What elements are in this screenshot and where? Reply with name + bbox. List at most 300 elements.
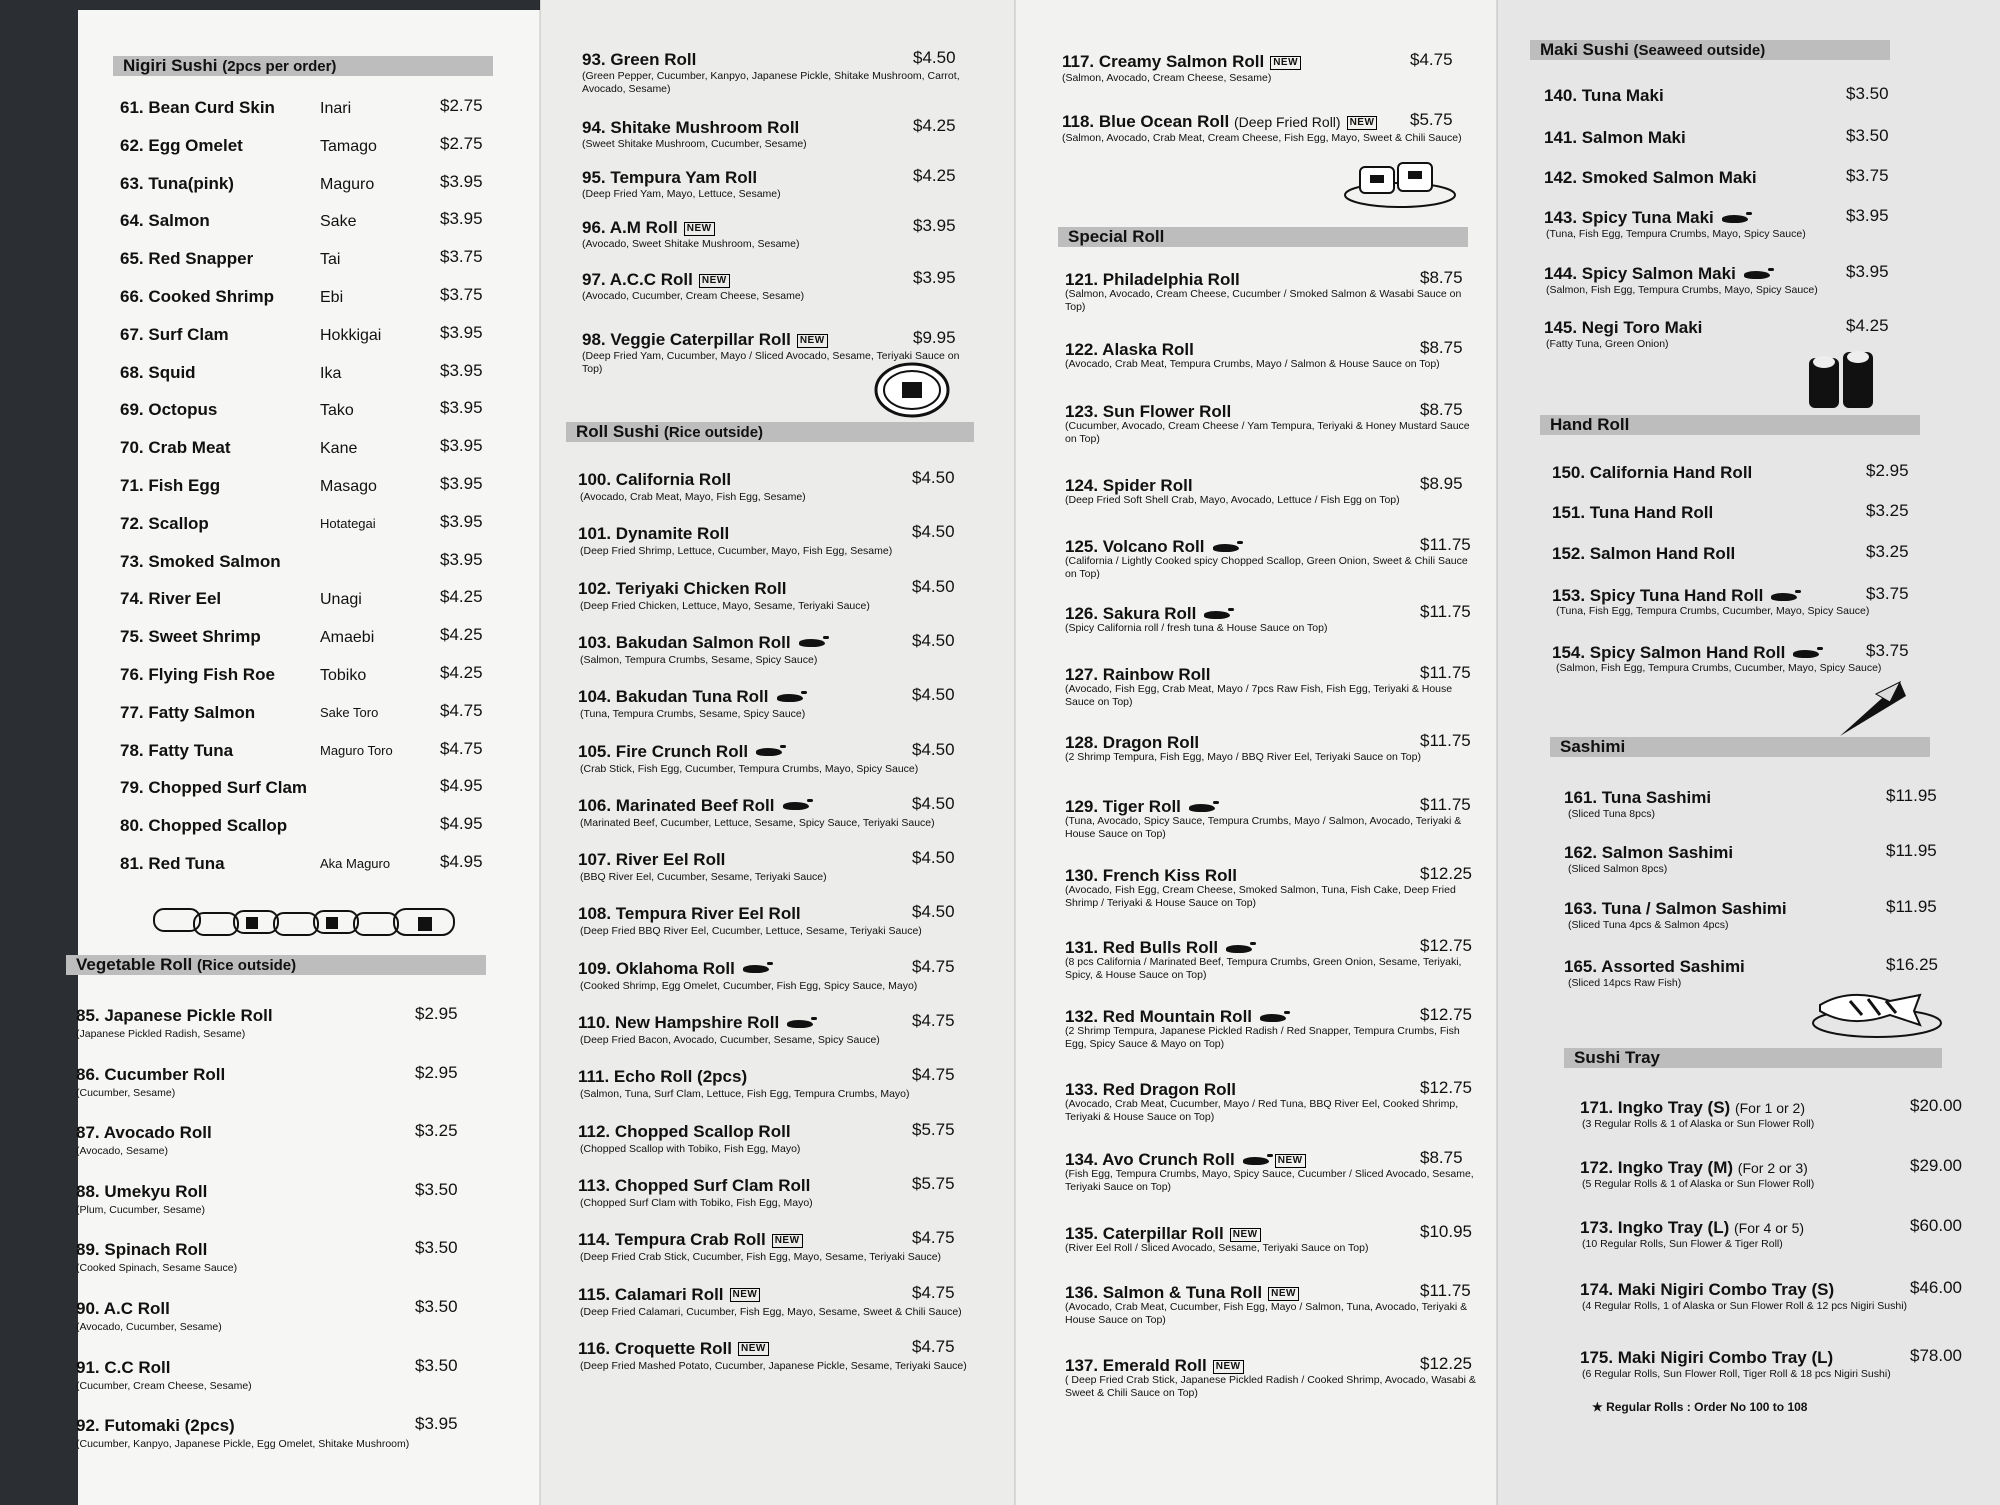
menu-item-name xyxy=(1065,537,1239,557)
item-price: $4.50 xyxy=(912,793,955,813)
item-description: (4 Regular Rolls, 1 of Alaska or Sun Flower Roll & 12 pcs Nigiri Sushi) xyxy=(1582,1300,1908,1312)
item-price: $3.95 xyxy=(440,436,483,456)
item-name-text: 79. Chopped Surf Clam xyxy=(120,778,308,798)
menu-item-name xyxy=(582,168,757,188)
item-price: $2.75 xyxy=(440,133,483,153)
item-name-text: 143. Spicy Tuna Maki xyxy=(1544,208,1714,227)
sashimi-plate-illustration-icon xyxy=(1810,985,1945,1040)
chili-pepper-icon xyxy=(756,748,782,756)
menu-item-name xyxy=(578,1067,747,1087)
menu-item-name xyxy=(578,1285,760,1305)
item-name-text: 75. Sweet Shrimp xyxy=(120,627,261,647)
item-price: $4.75 xyxy=(440,738,483,758)
menu-item-name xyxy=(1552,586,1797,606)
section-header-special xyxy=(1058,227,1468,247)
item-name-text: 121. Philadelphia Roll xyxy=(1065,270,1240,289)
item-description: (Sweet Shitake Mushroom, Cucumber, Sesame) xyxy=(582,138,807,150)
menu-item-name xyxy=(120,854,225,874)
item-name-text: 145. Negi Toro Maki xyxy=(1544,318,1703,337)
item-name-text: 142. Smoked Salmon Maki xyxy=(1544,168,1757,187)
item-name-text: 95. Tempura Yam Roll xyxy=(582,168,758,187)
item-price: $46.00 xyxy=(1910,1278,1962,1297)
menu-item-name xyxy=(120,174,234,194)
item-price: $4.50 xyxy=(912,739,955,759)
item-name-text: 152. Salmon Hand Roll xyxy=(1552,544,1736,563)
item-price: $4.75 xyxy=(912,1336,955,1356)
item-name-text: 150. California Hand Roll xyxy=(1552,463,1753,482)
item-name-text: 62. Egg Omelet xyxy=(120,135,243,155)
menu-item-name xyxy=(76,1065,225,1085)
item-price: $3.50 xyxy=(415,1179,458,1199)
item-name-text: 110. New Hampshire Roll xyxy=(578,1013,780,1032)
item-name-text: 154. Spicy Salmon Hand Roll xyxy=(1552,643,1786,662)
maki-illustration-icon xyxy=(1805,348,1885,418)
menu-item-name xyxy=(1065,733,1199,753)
menu-item-name xyxy=(76,1240,207,1260)
item-description: (Tuna, Fish Egg, Tempura Crumbs, Mayo, Spicy Sauce) xyxy=(1546,228,1806,240)
menu-item-name xyxy=(1065,340,1194,360)
new-badge: NEW xyxy=(1275,1154,1306,1168)
chili-pepper-icon xyxy=(1204,611,1230,619)
item-price: $16.25 xyxy=(1886,955,1938,974)
menu-item-name xyxy=(578,1339,769,1359)
item-name-text: 102. Teriyaki Chicken Roll xyxy=(578,578,787,598)
item-name-text: 74. River Eel xyxy=(120,589,222,609)
item-name-text: 144. Spicy Salmon Maki xyxy=(1544,264,1736,283)
new-badge: NEW xyxy=(730,1288,761,1302)
item-name-text: 151. Tuna Hand Roll xyxy=(1552,503,1714,522)
item-description: (Avocado, Cucumber, Sesame) xyxy=(76,1321,222,1333)
chili-pepper-icon xyxy=(1771,593,1797,601)
menu-item-name xyxy=(76,1416,235,1436)
item-japanese-name: Hokkigai xyxy=(320,326,382,344)
menu-item-name xyxy=(120,400,217,420)
new-badge: NEW xyxy=(772,1234,803,1248)
item-price: $4.25 xyxy=(440,587,483,607)
item-name-text: 116. Croquette Roll xyxy=(578,1338,732,1358)
item-description: (2 Shrimp Tempura, Fish Egg, Mayo / BBQ River Eel, Teriyaki Sauce on Top) xyxy=(1065,751,1421,763)
menu-item-name xyxy=(1552,503,1713,523)
item-description: (Deep Fried Mashed Potato, Cucumber, Japanese Pickle, Sesame, Teriyaki Sauce) xyxy=(580,1359,967,1372)
menu-item-name xyxy=(1564,899,1787,919)
item-description: (8 pcs California / Marinated Beef, Tempura Crumbs, Green Onion, Sesame, Teriyaki, Spicy, & House Sauce on Top) xyxy=(1065,956,1462,981)
item-name-text: 124. Spider Roll xyxy=(1065,476,1193,495)
item-name-note: (For 4 or 5) xyxy=(1734,1220,1805,1236)
menu-item-name xyxy=(1580,1158,1808,1178)
menu-item-name xyxy=(582,330,828,350)
item-name-text: 171. Ingko Tray (S) xyxy=(1580,1098,1731,1117)
section-header-hand xyxy=(1540,415,1920,435)
item-name-text: 130. French Kiss Roll xyxy=(1065,866,1237,885)
item-name-text: 76. Flying Fish Roe xyxy=(120,665,275,684)
menu-item-name xyxy=(120,552,281,572)
menu-item-name xyxy=(1552,643,1819,663)
menu-item-name xyxy=(578,579,787,599)
section-header-roll xyxy=(566,422,974,442)
item-price: $11.75 xyxy=(1420,1281,1471,1300)
new-badge: NEW xyxy=(1268,1287,1299,1301)
item-price: $4.75 xyxy=(440,700,483,720)
item-name-text: 163. Tuna / Salmon Sashimi xyxy=(1564,899,1787,918)
section-title: Maki Sushi xyxy=(1540,40,1629,59)
item-description: (Tuna, Avocado, Spicy Sauce, Tempura Crumbs, Mayo / Salmon, Avocado, Teriyaki & House Sauce on Top) xyxy=(1065,815,1462,840)
item-name-text: 93. Green Roll xyxy=(582,50,697,69)
menu-item-name xyxy=(578,796,809,816)
item-name-text: 104. Bakudan Tuna Roll xyxy=(578,687,769,707)
item-name-text: 94. Shitake Mushroom Roll xyxy=(582,118,800,137)
section-header-vegetable xyxy=(66,955,486,975)
item-name-text: 106. Marinated Beef Roll xyxy=(578,795,775,815)
item-price: $8.75 xyxy=(1420,268,1463,287)
item-price: $3.95 xyxy=(440,398,483,418)
item-name-text: 77. Fatty Salmon xyxy=(120,702,256,722)
item-description: (Deep Fried Soft Shell Crab, Mayo, Avocado, Lettuce / Fish Egg on Top) xyxy=(1065,494,1400,506)
item-name-text: 81. Red Tuna xyxy=(120,854,225,873)
menu-item-name xyxy=(1544,318,1702,338)
item-name-text: 141. Salmon Maki xyxy=(1544,128,1686,147)
item-description: (Salmon, Fish Egg, Tempura Crumbs, Mayo, Spicy Sauce) xyxy=(1546,284,1818,296)
item-name-text: 161. Tuna Sashimi xyxy=(1564,788,1712,807)
item-price: $4.75 xyxy=(912,1011,955,1030)
item-price: $4.50 xyxy=(912,522,955,542)
item-japanese-name: Amaebi xyxy=(320,629,375,647)
item-name-text: 132. Red Mountain Roll xyxy=(1065,1007,1253,1026)
chili-pepper-icon xyxy=(1189,804,1215,812)
item-price: $3.50 xyxy=(415,1238,458,1258)
item-description: (BBQ River Eel, Cucumber, Sesame, Teriyaki Sauce) xyxy=(580,871,827,884)
item-name-text: 105. Fire Crunch Roll xyxy=(578,741,749,761)
item-price: $4.25 xyxy=(1846,316,1889,335)
item-japanese-name: Inari xyxy=(320,100,352,117)
item-description: (Sliced Tuna 4pcs & Salmon 4pcs) xyxy=(1568,919,1729,931)
item-description: (Fatty Tuna, Green Onion) xyxy=(1546,338,1669,350)
item-description: ( Deep Fried Crab Stick, Japanese Pickled Radish / Cooked Shrimp, Avocado, Wasabi & Sweet & Chili Sauce on Top) xyxy=(1065,1374,1476,1399)
menu-item-name xyxy=(76,1299,170,1319)
item-price: $5.75 xyxy=(1410,110,1453,129)
item-price: $3.50 xyxy=(415,1297,458,1316)
item-name-note: (Deep Fried Roll) xyxy=(1233,114,1341,130)
item-description: (Avocado, Sesame) xyxy=(76,1145,169,1158)
item-name-text: 64. Salmon xyxy=(120,211,210,231)
menu-item-name xyxy=(76,1182,207,1202)
item-name-text: 68. Squid xyxy=(120,362,196,382)
item-name-text: 153. Spicy Tuna Hand Roll xyxy=(1552,586,1764,605)
chili-pepper-icon xyxy=(1722,215,1748,223)
menu-item-name xyxy=(1065,1150,1306,1170)
menu-item-name xyxy=(76,1006,273,1026)
item-price: $3.95 xyxy=(415,1414,458,1434)
item-price: $78.00 xyxy=(1910,1346,1962,1365)
item-price: $4.95 xyxy=(440,776,483,796)
item-japanese-name: Aka Maguro xyxy=(320,856,391,871)
item-name-text: 90. A.C Roll xyxy=(76,1299,170,1318)
menu-item-name xyxy=(1580,1348,1833,1368)
chili-pepper-icon xyxy=(1213,544,1239,552)
item-price: $3.95 xyxy=(440,209,483,229)
item-name-text: 126. Sakura Roll xyxy=(1065,604,1197,623)
item-description: (Salmon, Fish Egg, Tempura Crumbs, Cucumber, Mayo, Spicy Sauce) xyxy=(1556,662,1882,674)
item-price: $4.50 xyxy=(912,848,955,868)
item-price: $3.50 xyxy=(1846,126,1889,145)
section-subtitle: (2pcs per order) xyxy=(222,58,337,75)
item-price: $4.50 xyxy=(912,902,955,922)
item-japanese-name: Unagi xyxy=(320,591,362,609)
menu-item-name xyxy=(1065,1283,1299,1303)
menu-item-name xyxy=(1065,1224,1261,1244)
item-price: $10.95 xyxy=(1420,1222,1472,1241)
chili-pepper-icon xyxy=(787,1020,813,1028)
item-name-text: 101. Dynamite Roll xyxy=(578,524,730,544)
new-badge: NEW xyxy=(797,334,828,348)
item-description: (Deep Fried Yam, Mayo, Lettuce, Sesame) xyxy=(582,188,781,200)
item-name-text: 129. Tiger Roll xyxy=(1065,797,1181,816)
menu-item-name xyxy=(120,98,275,118)
new-badge: NEW xyxy=(684,222,715,236)
item-description: (6 Regular Rolls, Sun Flower Roll, Tiger Roll & 18 pcs Nigiri Sushi) xyxy=(1582,1368,1891,1380)
menu-item-name xyxy=(120,741,233,761)
item-name-text: 173. Ingko Tray (L) xyxy=(1580,1218,1730,1237)
item-description: (Plum, Cucumber, Sesame) xyxy=(76,1203,205,1216)
section-header-sashimi xyxy=(1550,737,1930,757)
item-price: $4.25 xyxy=(440,625,483,645)
item-price: $5.75 xyxy=(912,1119,955,1139)
menu-item-name xyxy=(120,363,196,383)
item-name-text: 108. Tempura River Eel Roll xyxy=(578,904,801,924)
item-price: $4.75 xyxy=(912,1228,955,1248)
chili-pepper-icon xyxy=(777,694,803,702)
item-description: (Avocado, Fish Egg, Cream Cheese, Smoked Salmon, Tuna, Fish Cake, Deep Fried Shrimp / Teriyaki & House Sauce on Top) xyxy=(1065,884,1456,909)
nigiri-illustration-icon xyxy=(150,895,470,945)
menu-item-name xyxy=(578,470,731,490)
item-price: $3.95 xyxy=(440,511,483,531)
menu-item-name xyxy=(120,287,274,307)
chili-pepper-icon xyxy=(743,965,769,973)
item-price: $2.95 xyxy=(1866,461,1909,480)
item-price: $3.50 xyxy=(415,1355,458,1375)
menu-item-name xyxy=(120,249,253,269)
item-description: (Avocado, Fish Egg, Crab Meat, Mayo / 7pcs Raw Fish, Fish Egg, Teriyaki & House Sauce on Top) xyxy=(1065,683,1453,708)
menu-item-name xyxy=(120,325,229,345)
item-description: (Sliced 14pcs Raw Fish) xyxy=(1568,977,1682,989)
item-price: $3.95 xyxy=(440,171,483,191)
item-name-text: 73. Smoked Salmon xyxy=(120,551,281,571)
item-description: (2 Shrimp Tempura, Japanese Pickled Radish / Red Snapper, Tempura Crumbs, Fish Egg, Spicy Sauce & Mayo on Top) xyxy=(1065,1025,1460,1050)
item-name-text: 175. Maki Nigiri Combo Tray (L) xyxy=(1580,1348,1834,1367)
item-japanese-name: Maguro Toro xyxy=(320,742,393,758)
section-title: Roll Sushi xyxy=(576,422,660,441)
item-name-text: 85. Japanese Pickle Roll xyxy=(76,1006,273,1025)
item-name-text: 174. Maki Nigiri Combo Tray (S) xyxy=(1580,1280,1835,1299)
item-name-text: 92. Futomaki (2pcs) xyxy=(76,1416,235,1436)
chili-pepper-icon xyxy=(799,639,825,647)
menu-item-name xyxy=(582,118,799,138)
item-price: $4.75 xyxy=(912,956,955,976)
item-japanese-name: Tako xyxy=(320,402,354,420)
menu-item-name xyxy=(1065,476,1193,496)
item-name-text: 97. A.C.C Roll xyxy=(582,270,693,289)
fold-line xyxy=(539,0,541,1505)
menu-item-name xyxy=(1552,544,1735,564)
item-price: $11.95 xyxy=(1886,786,1937,805)
item-name-text: 137. Emerald Roll xyxy=(1065,1356,1207,1375)
item-price: $4.75 xyxy=(1410,50,1453,69)
item-name-text: 98. Veggie Caterpillar Roll xyxy=(582,330,791,349)
item-price: $11.75 xyxy=(1420,731,1471,750)
new-badge: NEW xyxy=(1270,56,1301,70)
item-price: $29.00 xyxy=(1910,1156,1962,1175)
item-price: $11.75 xyxy=(1420,602,1471,621)
menu-item-name xyxy=(578,742,782,762)
new-badge: NEW xyxy=(1213,1360,1244,1374)
item-price: $20.00 xyxy=(1910,1096,1962,1115)
item-price: $12.75 xyxy=(1420,1005,1472,1024)
item-price: $3.95 xyxy=(440,322,483,342)
menu-item-name xyxy=(1552,463,1752,483)
item-name-note: (For 2 or 3) xyxy=(1737,1160,1808,1176)
chili-pepper-icon xyxy=(783,802,809,810)
item-price: $3.75 xyxy=(440,285,483,304)
item-price: $12.75 xyxy=(1420,1078,1472,1097)
item-name-text: 172. Ingko Tray (M) xyxy=(1580,1158,1734,1177)
menu-item-name xyxy=(578,959,769,979)
hand-roll-illustration-icon xyxy=(1830,678,1910,738)
item-price: $3.50 xyxy=(1846,84,1889,103)
item-description: (Avocado, Cucumber, Cream Cheese, Sesame) xyxy=(582,290,805,302)
item-price: $4.50 xyxy=(912,468,955,487)
menu-item-name xyxy=(1564,957,1745,977)
section-title: Sushi Tray xyxy=(1574,1048,1660,1067)
item-price: $8.75 xyxy=(1420,338,1463,357)
menu-item-name xyxy=(1062,52,1301,72)
menu-item-name xyxy=(578,1122,791,1142)
item-name-text: 113. Chopped Surf Clam Roll xyxy=(578,1175,811,1195)
menu-item-name xyxy=(1580,1218,1804,1238)
menu-item-name xyxy=(1065,604,1230,624)
menu-item-name xyxy=(76,1123,212,1143)
section-header-nigiri xyxy=(113,56,493,76)
section-subtitle: (Seaweed outside) xyxy=(1633,42,1766,59)
item-japanese-name: Ika xyxy=(320,364,342,382)
item-description: (Avocado, Crab Meat, Mayo, Fish Egg, Sesame) xyxy=(580,491,806,503)
menu-item-name xyxy=(578,1176,810,1196)
item-price: $4.95 xyxy=(440,852,483,871)
item-price: $3.95 xyxy=(440,360,483,380)
menu-item-name xyxy=(1544,128,1686,148)
item-japanese-name: Sake xyxy=(320,213,357,231)
section-title: Hand Roll xyxy=(1550,415,1630,434)
item-price: $4.50 xyxy=(912,630,955,650)
item-name-text: 109. Oklahoma Roll xyxy=(578,958,735,978)
item-description: (Sliced Salmon 8pcs) xyxy=(1568,863,1668,875)
item-description: (5 Regular Rolls & 1 of Alaska or Sun Flower Roll) xyxy=(1582,1178,1815,1190)
section-title: Nigiri Sushi xyxy=(123,56,218,75)
menu-item-name xyxy=(1065,270,1240,290)
item-price: $4.25 xyxy=(913,166,956,185)
item-description: (Salmon, Avocado, Cream Cheese, Cucumber / Smoked Salmon & Wasabi Sauce on Top) xyxy=(1065,288,1462,313)
item-name-text: 69. Octopus xyxy=(120,400,218,420)
section-title: Sashimi xyxy=(1560,737,1626,756)
item-price: $3.95 xyxy=(1846,206,1889,225)
item-name-text: 122. Alaska Roll xyxy=(1065,340,1194,359)
item-price: $3.25 xyxy=(1866,542,1909,561)
new-badge: NEW xyxy=(1230,1228,1261,1242)
item-price: $3.25 xyxy=(1866,501,1909,520)
item-price: $12.25 xyxy=(1420,1354,1472,1373)
item-name-text: 78. Fatty Tuna xyxy=(120,740,234,760)
item-price: $4.25 xyxy=(913,116,956,135)
item-description: (Cooked Shrimp, Egg Omelet, Cucumber, Fish Egg, Spicy Sauce, Mayo) xyxy=(580,979,918,992)
item-description: (Chopped Scallop with Tobiko, Fish Egg, Mayo) xyxy=(580,1142,801,1155)
item-price: $11.95 xyxy=(1886,897,1937,916)
item-description: (Deep Fried Bacon, Avocado, Cucumber, Sesame, Spicy Sauce) xyxy=(580,1034,880,1046)
menu-item-name xyxy=(120,438,231,458)
item-japanese-name: Kane xyxy=(320,440,358,458)
menu-item-name xyxy=(582,50,696,70)
item-description: (Spicy California roll / fresh tuna & House Sauce on Top) xyxy=(1065,622,1328,634)
item-name-text: 71. Fish Egg xyxy=(120,476,221,495)
menu-item-name xyxy=(1544,208,1748,228)
menu-item-name xyxy=(578,524,729,544)
item-description: (Cucumber, Avocado, Cream Cheese / Yam Tempura, Teriyaki & Honey Mustard Sauce on Top) xyxy=(1065,420,1470,445)
item-description: (Salmon, Tempura Crumbs, Sesame, Spicy Sauce) xyxy=(580,653,818,666)
menu-item-name xyxy=(1065,665,1210,685)
menu-item-name xyxy=(578,850,725,870)
item-description: (Fish Egg, Tempura Crumbs, Mayo, Spicy Sauce, Cucumber / Sliced Avocado, Sesame, Teriyaki Sauce on Top) xyxy=(1065,1168,1474,1193)
menu-item-name xyxy=(120,665,275,685)
item-name-text: 118. Blue Ocean Roll xyxy=(1062,112,1230,131)
item-price: $2.95 xyxy=(415,1062,458,1082)
item-price: $4.75 xyxy=(912,1282,955,1302)
item-price: $3.95 xyxy=(440,474,483,493)
new-badge: NEW xyxy=(738,1342,769,1356)
item-price: $5.75 xyxy=(912,1173,955,1193)
item-name-text: 127. Rainbow Roll xyxy=(1065,665,1211,684)
section-title: Special Roll xyxy=(1068,227,1165,246)
menu-item-name xyxy=(582,270,730,290)
item-description: (3 Regular Rolls & 1 of Alaska or Sun Flower Roll) xyxy=(1582,1118,1815,1130)
item-name-text: 162. Salmon Sashimi xyxy=(1564,843,1734,862)
item-name-text: 67. Surf Clam xyxy=(120,324,229,344)
menu-item-name xyxy=(578,1013,813,1033)
menu-item-name xyxy=(578,633,825,653)
item-description: (10 Regular Rolls, Sun Flower & Tiger Roll) xyxy=(1582,1238,1783,1250)
item-name-text: 70. Crab Meat xyxy=(120,438,231,458)
menu-item-name xyxy=(1065,938,1252,958)
new-badge: NEW xyxy=(1347,116,1378,130)
section-subtitle: (Rice outside) xyxy=(196,957,297,974)
chili-pepper-icon xyxy=(1226,945,1252,953)
item-name-text: 135. Caterpillar Roll xyxy=(1065,1224,1224,1243)
chili-pepper-icon xyxy=(1793,650,1819,658)
item-description: (Cucumber, Cream Cheese, Sesame) xyxy=(76,1379,252,1392)
fold-line xyxy=(1014,0,1016,1505)
menu-item-name xyxy=(582,218,715,238)
item-description: (Sliced Tuna 8pcs) xyxy=(1568,808,1655,820)
menu-item-name xyxy=(120,703,255,723)
item-price: $3.75 xyxy=(1866,584,1909,603)
item-description: (Salmon, Avocado, Cream Cheese, Sesame) xyxy=(1062,72,1272,84)
item-description: (Deep Fried Yam, Cucumber, Mayo / Sliced Avocado, Sesame, Teriyaki Sauce on Top) xyxy=(582,350,960,375)
menu-item-name xyxy=(1544,86,1664,106)
item-name-text: 107. River Eel Roll xyxy=(578,850,726,870)
item-japanese-name: Maguro xyxy=(320,175,375,193)
menu-item-name xyxy=(1062,112,1377,132)
item-description: (Avocado, Sweet Shitake Mushroom, Sesame) xyxy=(582,238,800,250)
item-description: (Japanese Pickled Radish, Sesame) xyxy=(76,1028,246,1040)
menu-item-name xyxy=(578,687,803,707)
item-description: (Green Pepper, Cucumber, Kanpyo, Japanese Pickle, Shitake Mushroom, Carrot, Avocado, Sesame) xyxy=(582,70,960,95)
item-description: (Deep Fried Shrimp, Lettuce, Cucumber, Mayo, Fish Egg, Sesame) xyxy=(580,545,893,558)
